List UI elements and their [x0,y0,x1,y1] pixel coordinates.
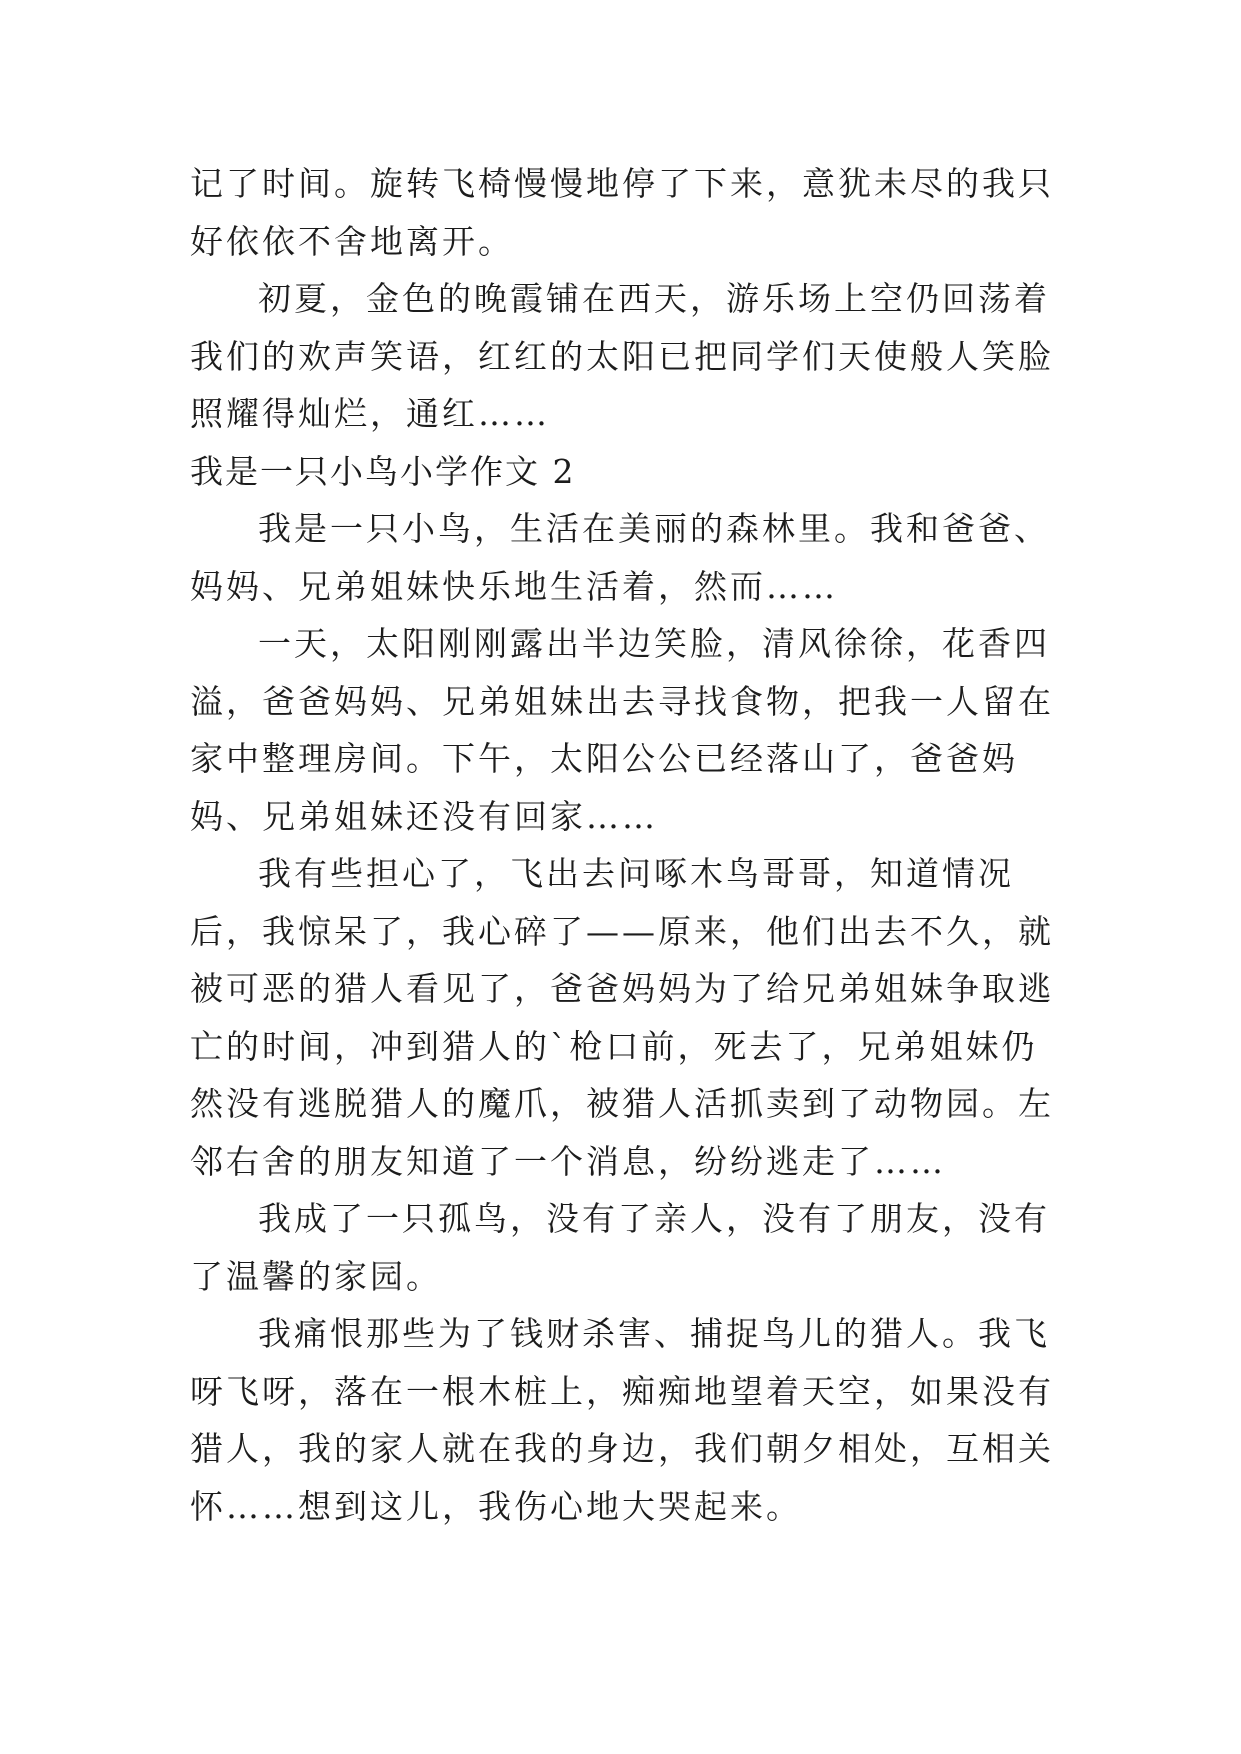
paragraph: 我成了一只孤鸟，没有了亲人，没有了朋友，没有了温馨的家园。 [190,1199,1050,1296]
paragraph: 我有些担心了，飞出去问啄木鸟哥哥，知道情况后，我惊呆了，我心碎了——原来，他们出去不久，就被可恶的猎人看见了，爸爸妈妈为了给兄弟姐妹争取逃亡的时间，冲到猎人的`枪口前，死去了，兄弟姐妹仍然没有逃脱猎人的魔爪，被猎人活抓卖到了动物园。左邻右舍的朋友知道了一个消息，纷纷逃走了…… [190,854,1054,1181]
paragraph: 我是一只小鸟，生活在美丽的森林里。我和爸爸、妈妈、兄弟姐妹快乐地生活着，然而…… [190,509,1050,606]
paragraph-continuation: 记了时间。旋转飞椅慢慢地停了下来，意犹未尽的我只好依依不舍地离开。 [190,164,1054,261]
essay-title: 我是一只小鸟小学作文 2 [190,451,576,491]
document-body [190,155,1060,1535]
paragraph: 一天，太阳刚刚露出半边笑脸，清风徐徐，花香四溢，爸爸妈妈、兄弟姐妹出去寻找食物，把我一人留在家中整理房间。下午，太阳公公已经落山了，爸爸妈妈、兄弟姐妹还没有回家…… [190,624,1054,836]
paragraph-early-summer: 初夏，金色的晚霞铺在西天，游乐场上空仍回荡着我们的欢声笑语，红红的太阳已把同学们天使般人笑脸照耀得灿烂，通红…… [190,279,1054,433]
paragraph: 我痛恨那些为了钱财杀害、捕捉鸟儿的猎人。我飞呀飞呀，落在一根木桩上，痴痴地望着天空，如果没有猎人，我的家人就在我的身边，我们朝夕相处，互相关怀……想到这儿，我伤心地大哭起来。 [190,1314,1054,1526]
